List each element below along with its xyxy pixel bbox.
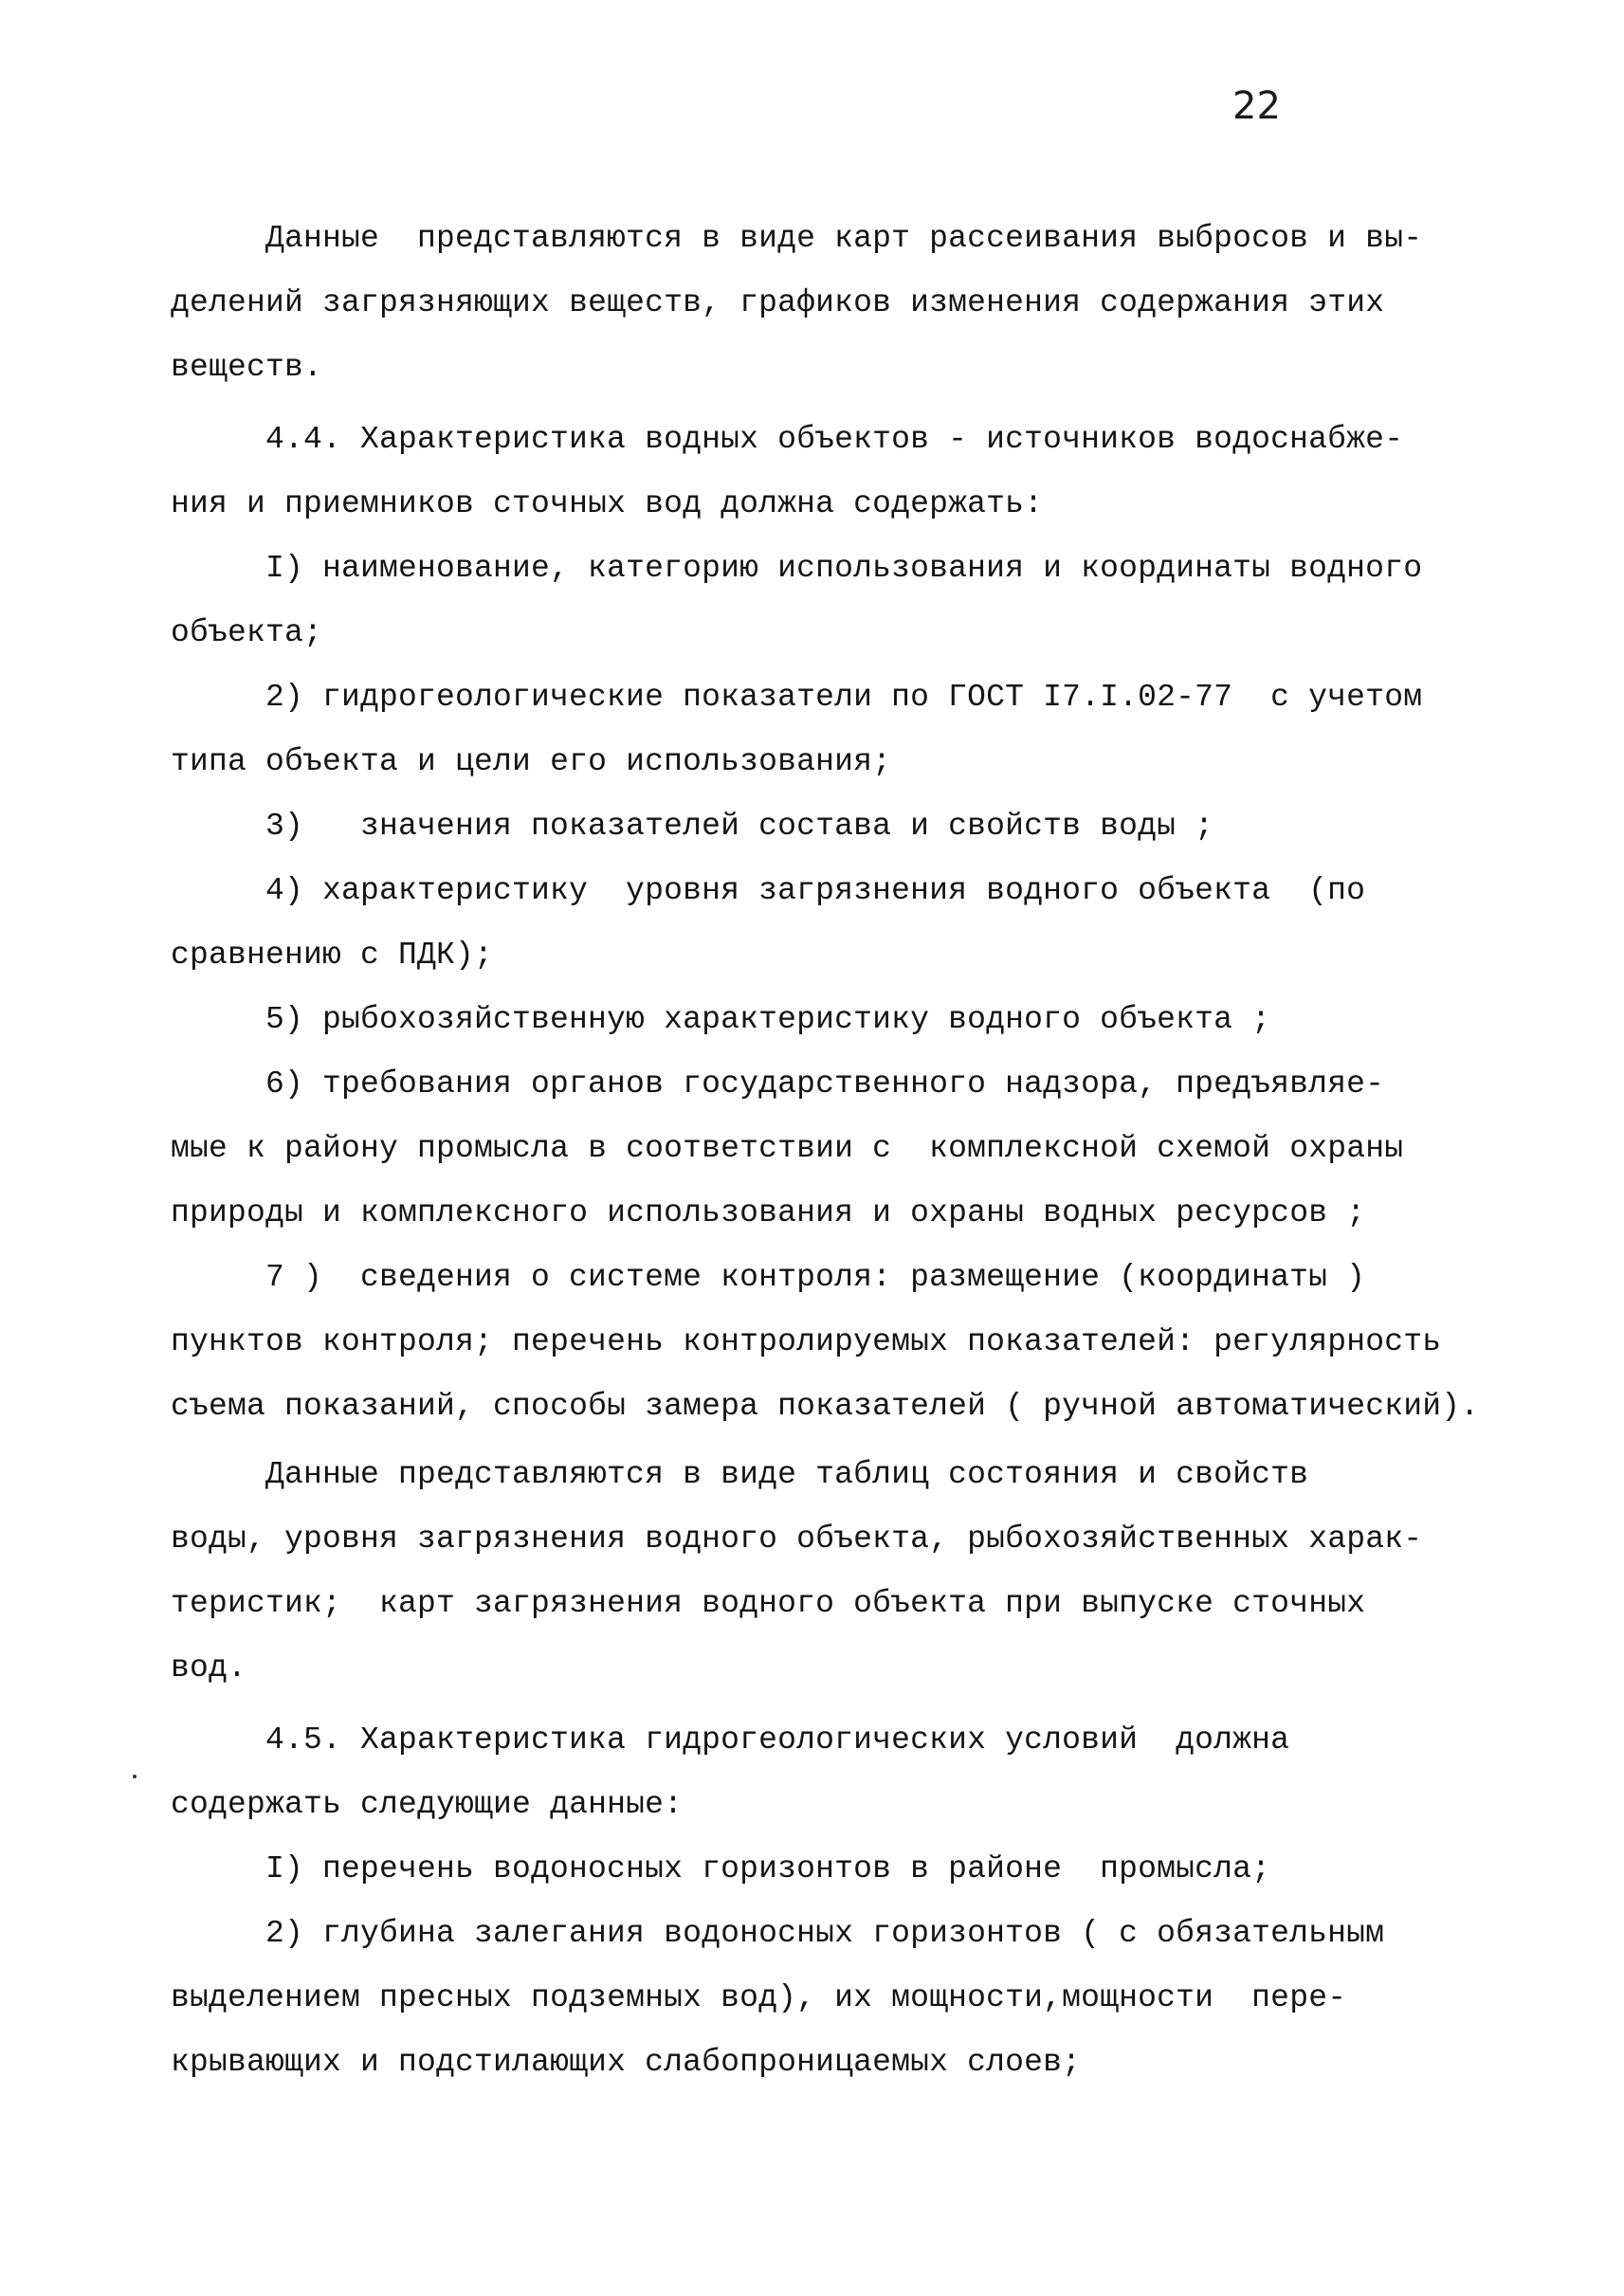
text-line: 6) требования органов государственного надзора, предъявляе-: [265, 1066, 1385, 1102]
text-line: воды, уровня загрязнения водного объекта, рыбохозяйственных харак-: [171, 1522, 1423, 1557]
text-line: 4.5. Характеристика гидрогеологических условий должна: [265, 1722, 1290, 1758]
text-line: 4.4. Характеристика водных объектов - источников водоснабже-: [265, 422, 1404, 457]
text-line: Данные представляются в виде таблиц состояния и свойств: [265, 1457, 1309, 1492]
text-line: 4) характеристику уровня загрязнения водного объекта (по: [265, 873, 1366, 908]
text-line: выделением пресных подземных вод), их мощности,мощности пере-: [171, 1980, 1347, 2015]
text-line: мые к району промысла в соответствии с комплексной схемой охраны: [171, 1131, 1404, 1166]
margin-dot: [133, 1775, 137, 1778]
text-line: 3) значения показателей состава и свойств воды ;: [265, 809, 1214, 844]
text-line: крывающих и подстилающих слабопроницаемых слоев;: [171, 2045, 1082, 2080]
text-line: Данные представляются в виде карт рассеивания выбросов и вы-: [265, 221, 1423, 256]
text-line: I) наименование, категорию использования и координаты водного: [265, 551, 1423, 586]
text-line: 7 ) сведения о системе контроля: размещение (координаты ): [265, 1260, 1366, 1295]
text-line: I) перечень водоносных горизонтов в районе промысла;: [265, 1851, 1271, 1886]
text-line: содержать следующие данные:: [171, 1787, 684, 1822]
text-line: ния и приемников сточных вод должна содержать:: [171, 486, 1044, 521]
text-line: теристик; карт загрязнения водного объекта при выпуске сточных: [171, 1586, 1366, 1621]
page-number: 22: [1232, 84, 1281, 128]
text-line: объекта;: [171, 615, 323, 650]
text-line: 2) гидрогеологические показатели по ГОСТ I7.I.02-77 с учетом: [265, 680, 1423, 715]
text-line: веществ.: [171, 350, 323, 385]
text-line: сравнению с ПДК);: [171, 938, 494, 973]
text-line: природы и комплексного использования и охраны водных ресурсов ;: [171, 1195, 1366, 1230]
text-line: 5) рыбохозяйственную характеристику водного объекта ;: [265, 1002, 1271, 1037]
text-line: пунктов контроля; перечень контролируемых показателей: регулярность: [171, 1324, 1442, 1359]
text-line: съема показаний, способы замера показателей ( ручной автоматический).: [171, 1389, 1480, 1424]
text-line: 2) глубина залегания водоносных горизонтов ( с обязательным: [265, 1916, 1385, 1951]
text-line: типа объекта и цели его использования;: [171, 744, 892, 779]
text-line: вод.: [171, 1650, 247, 1686]
text-line: делений загрязняющих веществ, графиков изменения содержания этих: [171, 285, 1385, 320]
